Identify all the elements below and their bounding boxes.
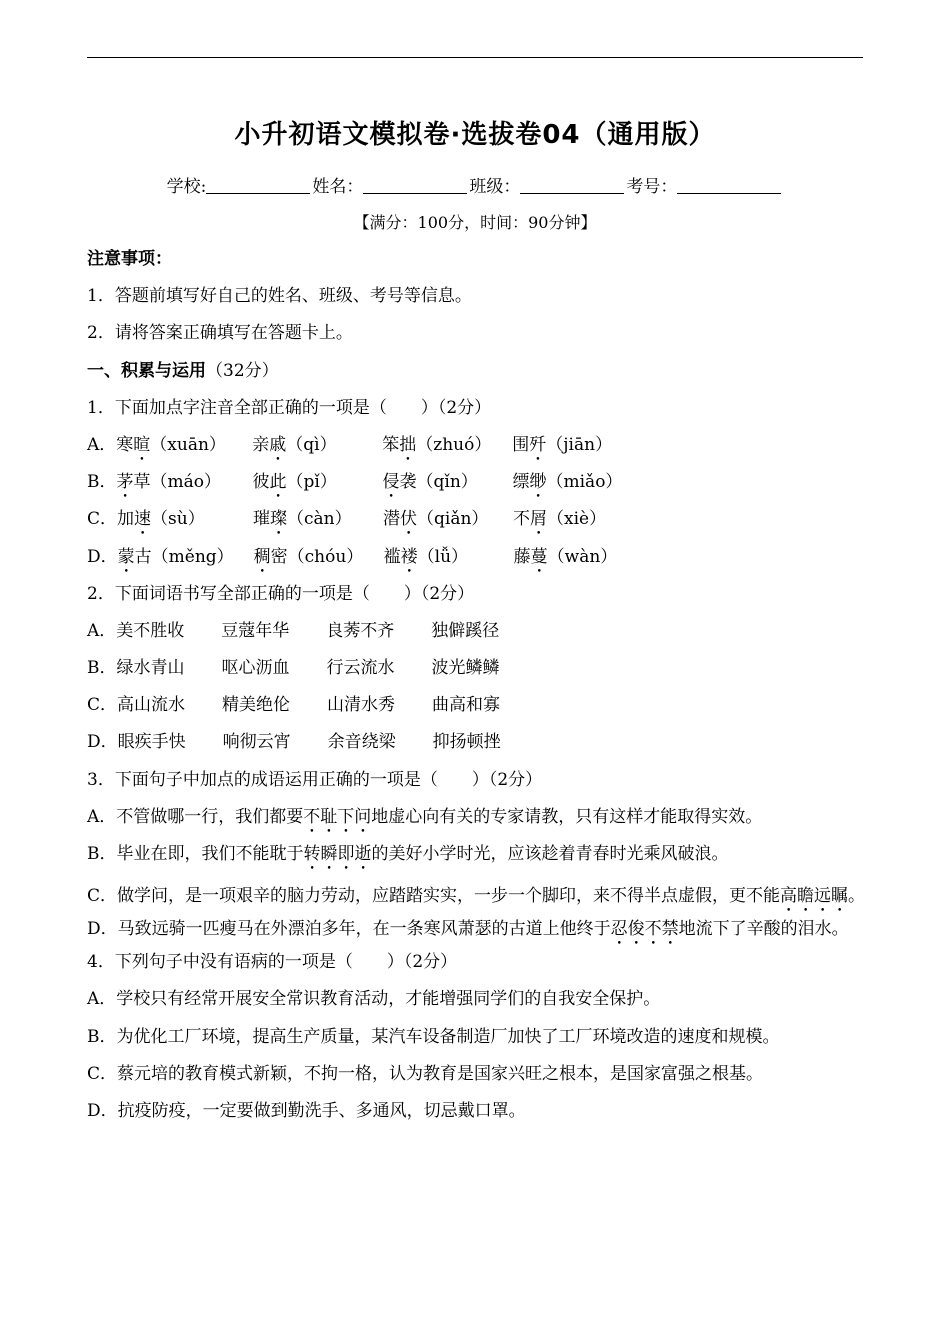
- school-label: 学校:: [166, 177, 207, 197]
- option-text: 。: [848, 886, 866, 907]
- pinyin: （chóu）: [287, 546, 364, 567]
- word-char: 加: [117, 509, 135, 530]
- section-points: （32分）: [206, 360, 279, 381]
- q1-option: [87, 432, 867, 469]
- q2-option: [87, 692, 867, 729]
- dotted-char: 茅: [116, 472, 134, 493]
- word-char: 袭: [399, 472, 417, 493]
- word-char: 寒: [116, 434, 134, 455]
- q3-option-a: [87, 804, 867, 841]
- option-word: 良莠不齐: [326, 620, 395, 641]
- word-char: 彼: [252, 472, 270, 493]
- exam-content: [87, 246, 867, 1135]
- name-label: 姓名：: [312, 177, 364, 197]
- pinyin: （sù）: [151, 509, 205, 530]
- q1-option: [87, 469, 867, 506]
- option-word: 美不胜收: [116, 620, 185, 641]
- option-word: 绿水青山: [116, 658, 185, 679]
- exam-no-blank[interactable]: [677, 176, 781, 194]
- option-word: 山清水秀: [327, 695, 396, 716]
- dotted-char: 暄: [133, 434, 151, 455]
- option-text: A．不管做哪一行，我们都要: [87, 806, 304, 827]
- option-word: [118, 544, 254, 577]
- option-text: B．毕业在即，我们不能耽于: [87, 844, 304, 864]
- option-word: [383, 469, 513, 502]
- page-title: 小升初语文模拟卷·选拔卷04（通用版）: [234, 120, 716, 150]
- option-letter: D．: [87, 546, 118, 567]
- q2-option: [87, 655, 867, 692]
- option-letter: A．: [87, 434, 117, 455]
- q3-option-b: [87, 841, 867, 878]
- exam-no-label: 考号：: [626, 177, 678, 197]
- dotted-idiom: 不耻下问: [303, 806, 372, 827]
- option-word: [513, 506, 643, 539]
- option-word: [384, 544, 514, 577]
- dotted-idiom: 高瞻远瞩: [780, 886, 849, 907]
- q2-option: [87, 729, 867, 766]
- q1-option: [87, 544, 867, 581]
- option-word: [382, 432, 512, 465]
- q1-options: [87, 432, 867, 581]
- word-char: 褴: [383, 546, 401, 567]
- q4-option: B．为优化工厂环境，提高生产质量，某汽车设备制造厂加快了工厂环境改造的速度和规模。: [87, 1026, 780, 1047]
- pinyin: （xuān）: [150, 434, 226, 455]
- dotted-idiom: 转瞬即逝: [303, 844, 372, 864]
- option-word: [254, 544, 384, 577]
- option-word: 曲高和寡: [432, 695, 501, 716]
- notice-item: 2．请将答案正确填写在答题卡上。: [87, 323, 353, 344]
- pinyin: （měng）: [151, 546, 234, 567]
- dotted-char: 戚: [269, 434, 287, 455]
- q3-option-d: [87, 911, 867, 949]
- pinyin: （qǐn）: [416, 472, 478, 493]
- pinyin: （jiān）: [546, 434, 613, 455]
- dotted-char: 稠: [253, 546, 271, 567]
- word-char: 围: [512, 434, 530, 455]
- option-word: 呕心沥血: [221, 658, 290, 679]
- word-char: 璀: [253, 509, 271, 530]
- option-text: 地虚心向有关的专家请教，只有这样才能取得实效。: [371, 806, 763, 827]
- dotted-char: 此: [269, 472, 287, 493]
- option-letter: A．: [87, 620, 117, 641]
- option-word: 响彻云宵: [222, 732, 291, 753]
- dotted-idiom: 忍俊不禁: [610, 919, 679, 940]
- dotted-char: 蒙: [117, 546, 135, 567]
- word-char: 潜: [383, 509, 401, 530]
- section-title: 一、积累与运用: [87, 360, 206, 381]
- word-char: 缥: [512, 472, 530, 493]
- question-stem: 1．下面加点字注音全部正确的一项是（ ）（2分）: [87, 397, 492, 418]
- word-char: 藤: [513, 546, 531, 567]
- notice-item: 1．答题前填写好自己的姓名、班级、考号等信息。: [87, 286, 472, 307]
- option-letter: C．: [87, 695, 118, 716]
- option-word: 精美绝伦: [222, 695, 291, 716]
- word-char: 密: [270, 546, 288, 567]
- option-word: 高山流水: [117, 695, 186, 716]
- dotted-char: 屑: [530, 509, 548, 530]
- question-stem: 2．下面词语书写全部正确的一项是（ ）（2分）: [87, 583, 475, 604]
- pinyin: （càn）: [287, 509, 352, 530]
- option-word: [253, 506, 383, 539]
- dotted-char: 伏: [400, 509, 418, 530]
- option-word: [514, 544, 644, 577]
- header-rule: [87, 57, 863, 58]
- dotted-char: 速: [134, 509, 152, 530]
- dotted-char: 歼: [529, 434, 547, 455]
- name-blank[interactable]: [363, 176, 467, 194]
- option-word: [117, 469, 253, 502]
- word-char: 不: [513, 509, 531, 530]
- dotted-char: 拙: [399, 434, 417, 455]
- option-word: 波光鳞鳞: [431, 658, 500, 679]
- q2-options: [87, 618, 867, 767]
- option-word: [513, 469, 643, 502]
- student-info-line: [0, 172, 950, 197]
- option-letter: D．: [87, 732, 118, 753]
- pinyin: （zhuó）: [416, 434, 492, 455]
- pinyin: （wàn）: [547, 546, 618, 567]
- q4-option: C．蔡元培的教育模式新颖，不拘一格，认为教育是国家兴旺之根本，是国家富强之根基。: [87, 1063, 764, 1084]
- q2-option: [87, 618, 867, 655]
- option-word: [512, 432, 642, 465]
- option-word: 抑扬顿挫: [432, 732, 501, 753]
- option-letter: B．: [87, 472, 117, 493]
- dotted-char: 蔓: [530, 546, 548, 567]
- q4-option: A．学校只有经常开展安全常识教育活动，才能增强同学们的自我安全保护。: [87, 989, 661, 1010]
- notice-heading: 注意事项：: [87, 249, 172, 269]
- option-word: 眼疾手快: [117, 732, 186, 753]
- dotted-char: 褛: [400, 546, 418, 567]
- class-blank[interactable]: [520, 176, 624, 194]
- school-blank[interactable]: [206, 176, 310, 194]
- option-letter: B．: [87, 658, 117, 679]
- class-label: 班级：: [469, 177, 521, 197]
- question-stem: 3．下面句子中加点的成语运用正确的一项是（ ）（2分）: [87, 769, 543, 790]
- option-word: [383, 506, 513, 539]
- option-word: [116, 432, 252, 465]
- q4-option: D．抗疫防疫，一定要做到勤洗手、多通风，切忌戴口罩。: [87, 1100, 526, 1121]
- pinyin: （máo）: [150, 472, 221, 493]
- option-text: D．马致远骑一匹瘦马在外漂泊多年，在一条寒风萧瑟的古道上他终于: [87, 919, 611, 940]
- section-heading: [87, 358, 867, 395]
- pinyin: （xiè）: [547, 509, 607, 530]
- pinyin: （miǎo）: [546, 472, 623, 493]
- option-word: 行云流水: [326, 658, 395, 679]
- dotted-char: 缈: [529, 472, 547, 493]
- word-char: 古: [134, 546, 152, 567]
- option-word: [117, 506, 253, 539]
- word-char: 亲: [252, 434, 270, 455]
- pinyin: （qì）: [286, 434, 337, 455]
- score-time-line: 【满分：100分，时间：90分钟】: [353, 213, 597, 232]
- word-char: 草: [133, 472, 151, 493]
- dotted-char: 璨: [270, 509, 288, 530]
- pinyin: （lǚ）: [417, 546, 469, 567]
- option-word: 豆蔻年华: [221, 620, 290, 641]
- pinyin: （pǐ）: [286, 472, 337, 493]
- dotted-char: 侵: [382, 472, 400, 493]
- question-stem: 4．下列句子中没有语病的一项是（ ）（2分）: [87, 952, 458, 973]
- option-word: 余音绕梁: [327, 732, 396, 753]
- q1-option: [87, 506, 867, 543]
- option-word: [253, 469, 383, 502]
- option-word: [252, 432, 382, 465]
- word-char: 笨: [382, 434, 400, 455]
- option-text: 地流下了辛酸的泪水。: [678, 919, 849, 940]
- pinyin: （qiǎn）: [417, 509, 489, 530]
- option-word: 独僻蹊径: [431, 620, 500, 641]
- option-text: C．做学问，是一项艰辛的脑力劳动，应踏踏实实，一步一个脚印，来不得半点虚假，更不能: [87, 886, 781, 907]
- option-text: 的美好小学时光，应该趁着青春时光乘风破浪。: [371, 844, 729, 864]
- option-letter: C．: [87, 509, 118, 530]
